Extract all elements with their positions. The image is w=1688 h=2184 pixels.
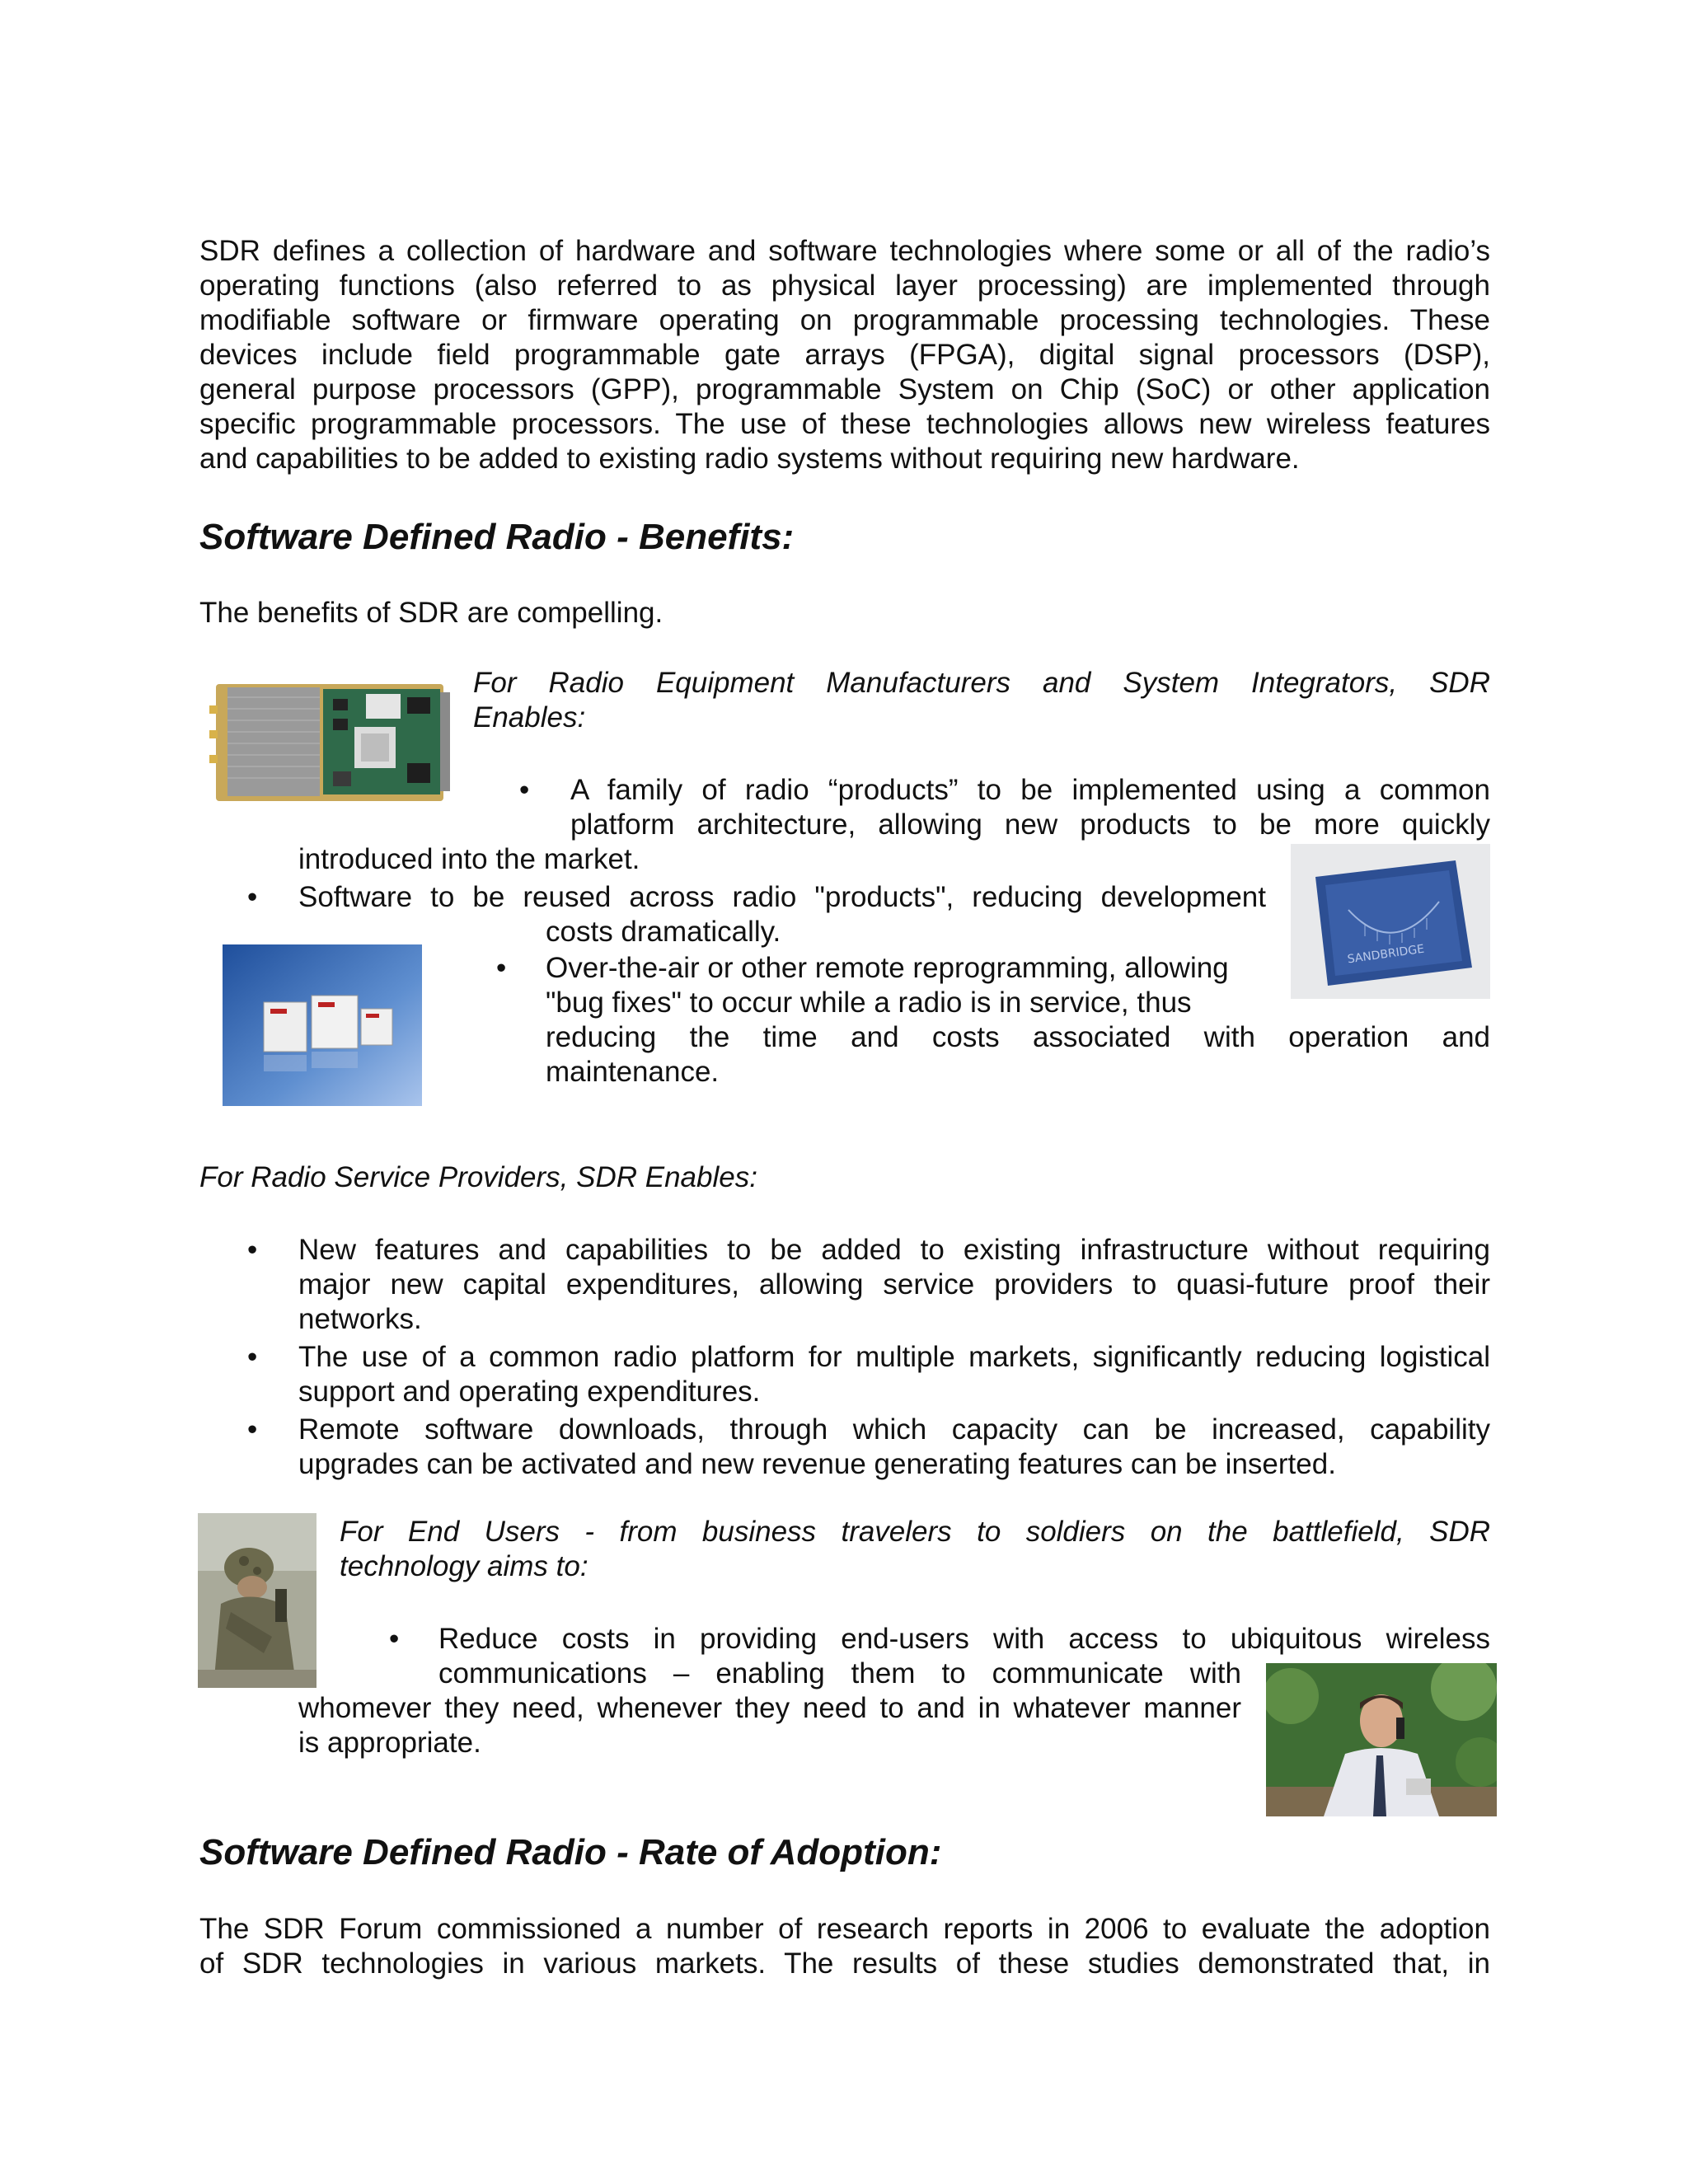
provider-bullet-line: New features and capabilities to be added to existing infrastructure without requiring	[298, 1234, 1490, 1266]
manufacturers-intro-line: Enables:	[473, 701, 586, 733]
bullet-dot: •	[519, 774, 530, 806]
provider-bullet-line: upgrades can be activated and new revenue generating features can be inserted.	[298, 1448, 1336, 1480]
intro-line: SDR defines a collection of hardware and software technologies where some or all of the radio’s	[199, 235, 1490, 267]
provider-bullet-line: Remote software downloads, through which capacity can be increased, capability	[298, 1413, 1490, 1446]
manufacturer-bullet-line: platform architecture, allowing new products to be more quickly	[570, 808, 1490, 841]
manufacturer-bullet-line: costs dramatically.	[546, 916, 781, 948]
xilinx-fpga-chips-image	[223, 944, 422, 1106]
bullet-dot: •	[247, 881, 258, 913]
sandbridge-chip-image	[1291, 844, 1490, 999]
adoption-line: The SDR Forum commissioned a number of research reports in 2006 to evaluate the adoption	[199, 1913, 1490, 1945]
end-user-bullet-line: Reduce costs in providing end-users with access to ubiquitous wireless	[438, 1623, 1490, 1655]
benefits-heading: Software Defined Radio - Benefits:	[199, 517, 795, 557]
intro-line: general purpose processors (GPP), programmable System on Chip (SoC) or other application	[199, 373, 1490, 405]
manufacturers-intro-line: For Radio Equipment Manufacturers and System Integrators, SDR	[473, 667, 1490, 699]
end-users-intro-line: For End Users - from business travelers to soldiers on the battlefield, SDR	[340, 1516, 1490, 1548]
intro-line: modifiable software or firmware operating on programmable processing technologies. These	[199, 304, 1490, 336]
manufacturer-bullet-line: Over-the-air or other remote reprogramming, allowing	[546, 952, 1229, 984]
businessman-on-phone-image	[1266, 1663, 1497, 1816]
manufacturer-bullet-line: maintenance.	[546, 1056, 720, 1088]
end-user-bullet-line: communications – enabling them to communicate with	[438, 1657, 1241, 1690]
manufacturer-bullet-line: A family of radio “products” to be implemented using a common	[570, 774, 1490, 806]
bullet-dot: •	[389, 1623, 400, 1655]
provider-bullet-line: support and operating expenditures.	[298, 1376, 761, 1408]
adoption-line: of SDR technologies in various markets. The results of these studies demonstrated that, in	[199, 1947, 1490, 1980]
sdr-circuit-board-image	[209, 681, 450, 804]
intro-line: specific programmable processors. The use of these technologies allows new wireless features	[199, 408, 1490, 440]
intro-line: devices include field programmable gate arrays (FPGA), digital signal processors (DSP),	[199, 339, 1490, 371]
provider-bullet-line: The use of a common radio platform for multiple markets, significantly reducing logistical	[298, 1341, 1490, 1373]
bullet-dot: •	[247, 1234, 258, 1266]
manufacturer-bullet-line: reducing the time and costs associated with operation and	[546, 1021, 1490, 1053]
soldier-with-radio-image	[198, 1513, 316, 1688]
adoption-heading: Software Defined Radio - Rate of Adoption:	[199, 1832, 942, 1872]
bullet-dot: •	[247, 1341, 258, 1373]
manufacturer-bullet-line: Software to be reused across radio "products", reducing development	[298, 881, 1266, 913]
intro-line: and capabilities to be added to existing radio systems without requiring new hardware.	[199, 443, 1300, 475]
manufacturer-bullet-line: "bug fixes" to occur while a radio is in service, thus	[546, 987, 1192, 1019]
manufacturer-bullet-line: introduced into the market.	[298, 843, 640, 875]
end-user-bullet-line: whomever they need, whenever they need to and in whatever manner	[298, 1692, 1241, 1724]
intro-line: operating functions (also referred to as physical layer processing) are implemented through	[199, 269, 1490, 302]
bullet-dot: •	[496, 952, 507, 984]
benefits-lead: The benefits of SDR are compelling.	[199, 597, 663, 629]
bullet-dot: •	[247, 1413, 258, 1446]
provider-bullet-line: major new capital expenditures, allowing service providers to quasi-future proof their	[298, 1268, 1490, 1301]
end-user-bullet-line: is appropriate.	[298, 1727, 481, 1759]
provider-bullet-line: networks.	[298, 1303, 422, 1335]
providers-intro: For Radio Service Providers, SDR Enables:	[199, 1161, 757, 1193]
end-users-intro-line: technology aims to:	[340, 1550, 588, 1582]
chip-label: SANDBRIDGE	[1346, 942, 1426, 967]
